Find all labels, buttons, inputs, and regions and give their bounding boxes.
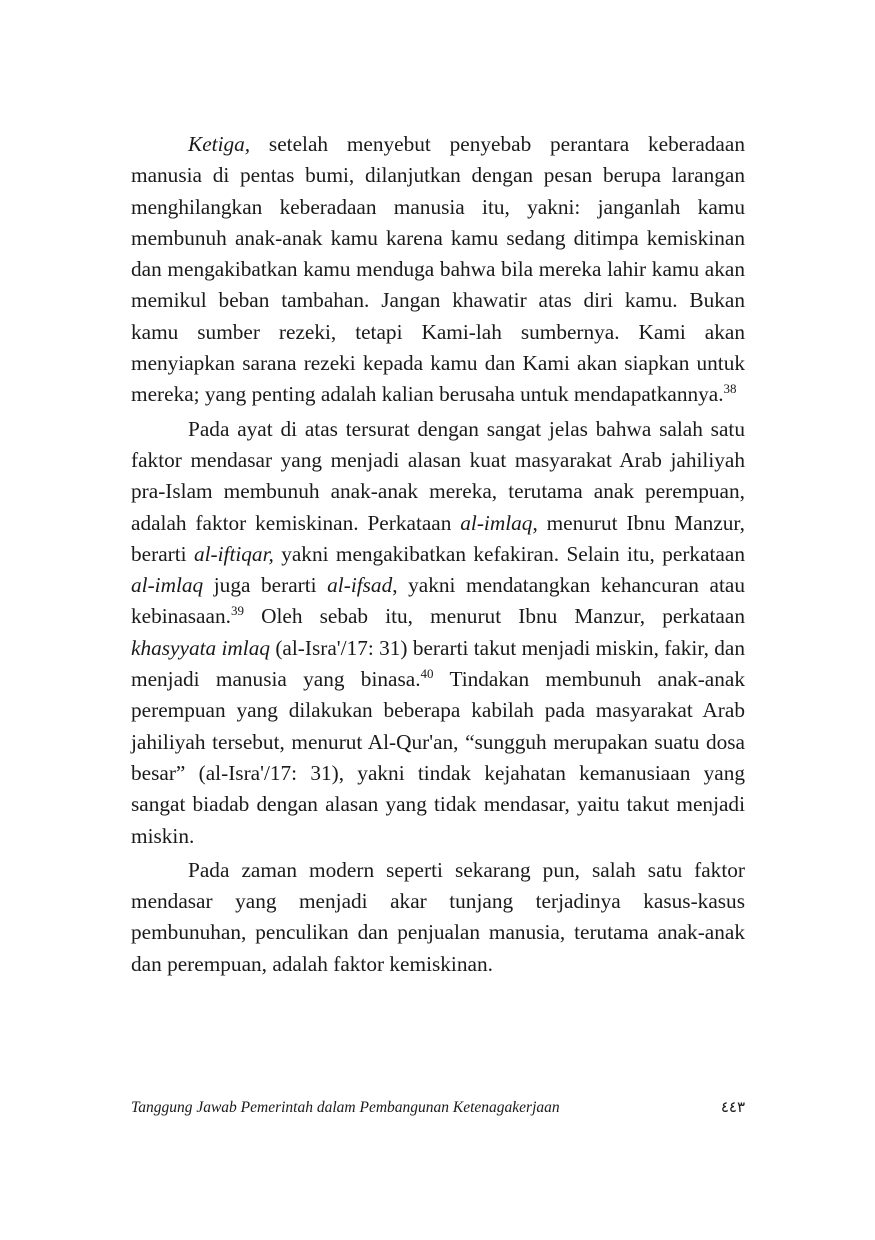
paragraph-text: yakni mengakibatkan kefakiran. Selain itu, perkataan [273, 541, 745, 566]
paragraph-italic: Ketiga, [188, 132, 251, 156]
paragraph [131, 129, 745, 411]
running-footer [131, 1098, 745, 1117]
footnote-ref: 40 [420, 666, 434, 682]
footnote-ref: 39 [230, 603, 244, 619]
paragraph [131, 855, 745, 980]
paragraph-text: Oleh sebab itu, menurut Ibnu Manzur, perkataan [243, 604, 745, 629]
paragraph-text: , menurut Ibnu Manzur, berarti [131, 510, 745, 566]
paragraph-italic: khasyyata imlaq [131, 635, 270, 660]
footnote-ref: 38 [723, 381, 737, 397]
paragraph-text: juga berarti [203, 573, 328, 598]
paragraph-text: , yakni mendatangkan kehancuran atau kebinasaan. [131, 573, 745, 629]
paragraph-italic: al-ifsad [327, 573, 393, 598]
paragraph-italic: al-imlaq [460, 510, 533, 535]
paragraph-text: Pada ayat di atas tersurat dengan sangat jelas bahwa salah satu faktor mendasar yang menjadi alasan kuat masyarakat Arab jahiliyah pra-Islam membunuh anak-anak mereka, terutama anak perempuan, adalah faktor kemiskinan. Perkataan [131, 416, 745, 535]
paragraph-text: setelah menyebut penyebab perantara keberadaan manusia di pentas bumi, dilanjutkan dengan pesan berupa larangan menghilangkan keberadaan manusia itu, yakni: janganlah kamu membunuh anak-anak kamu karena kamu sedang ditimpa kemiskinan dan mengakibatkan kamu menduga bahwa bila mereka lahir kamu akan memikul beban tambahan. Jangan khawatir atas diri kamu. Bukan kamu sumber rezeki, tetapi Kami-lah sumbernya. Kami akan menyiapkan sarana rezeki kepada kamu dan Kami akan siapkan untuk mereka; yang penting adalah kalian berusaha untuk mendapatkannya. [131, 132, 745, 407]
page-number: ٤٤٣ [720, 1098, 745, 1116]
paragraph-text: (al-Isra'/17: 31) berarti takut menjadi miskin, fakir, dan menjadi manusia yang binasa. [131, 635, 745, 692]
footer-title: Tanggung Jawab Pemerintah dalam Pembangunan Ketenagakerjaan [131, 1099, 560, 1116]
paragraph-text: Pada zaman modern seperti sekarang pun, salah satu faktor mendasar yang menjadi akar tunjang terjadinya kasus-kasus pembunuhan, penculikan dan penjualan manusia, terutama anak-anak dan perempuan, adalah faktor kemiskinan. [131, 857, 745, 976]
paragraph [131, 414, 745, 852]
paragraph-text: Tindakan membunuh anak-anak perempuan yang dilakukan beberapa kabilah pada masyarakat Arab jahiliyah tersebut, menurut Al-Qur'an, “sungguh merupakan suatu dosa besar” (al-Isra'/17: 31), yakni tindak kejahatan kemanusiaan yang sangat biadab dengan alasan yang tidak mendasar, yaitu takut menjadi miskin. [131, 667, 745, 848]
page-body [131, 129, 745, 980]
paragraph-italic: al-iftiqar, [193, 541, 274, 566]
paragraph-italic: al-imlaq [131, 573, 204, 598]
